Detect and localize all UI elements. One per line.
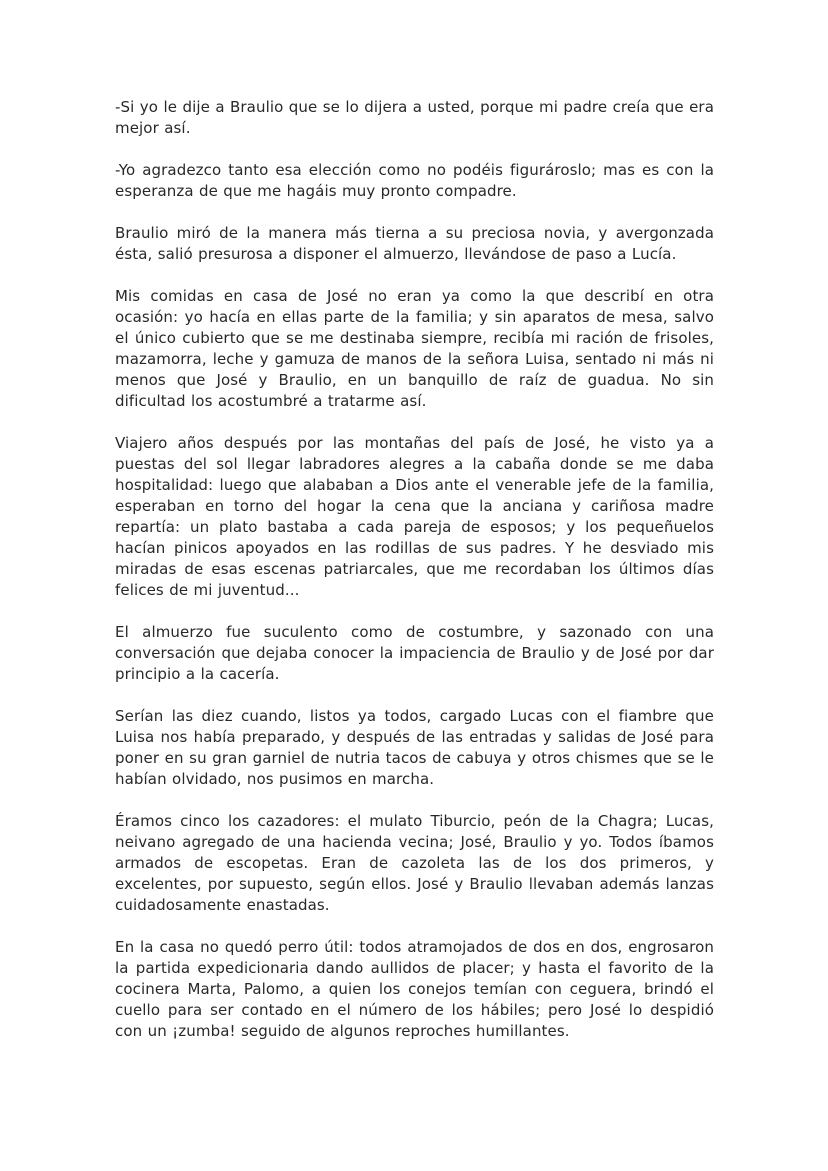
paragraph-viajero: Viajero años después por las montañas del país de José, he visto ya a puestas del sol llegar labradores alegres a la cabaña donde se me daba hospitalidad: luego que alababan a Dios ante el venerable jefe de la familia, esperaban en torno del hogar la cena que la anciana y cariñosa madre repartía: un plato bastaba a cada pareja de esposos; y los pequeñuelos hacían pinicos apoyados en las rodillas de sus padres. Y he desviado mis miradas de esas escenas patriarcales, que me recordaban los últimos días felices de mi juventud... [115, 434, 714, 599]
paragraph-cazadores: Éramos cinco los cazadores: el mulato Tiburcio, peón de la Chagra; Lucas, neivano agregado de una hacienda vecina; José, Braulio y yo. Todos íbamos armados de escopetas. Eran de cazoleta las de los dos primeros, y excelentes, por supuesto, según ellos. José y Braulio llevaban además lanzas cuidadosamente enastadas. [115, 812, 714, 914]
text-content [115, 97, 714, 1042]
paragraph-dialogue-1: -Si yo le dije a Braulio que se lo dijera a usted, porque mi padre creía que era mejor así. [115, 98, 714, 137]
paragraph-serian-las-diez: Serían las diez cuando, listos ya todos, cargado Lucas con el fiambre que Luisa nos había preparado, y después de las entradas y salidas de José para poner en su gran garniel de nutria tacos de cabuya y otros chismes que se le habían olvidado, nos pusimos en marcha. [115, 707, 714, 788]
paragraph-braulio-novia: Braulio miró de la manera más tierna a su preciosa novia, y avergonzada ésta, salió presurosa a disponer el almuerzo, llevándose de paso a Lucía. [115, 224, 714, 263]
paragraph-perros: En la casa no quedó perro útil: todos atramojados de dos en dos, engrosaron la partida expedicionaria dando aullidos de placer; y hasta el favorito de la cocinera Marta, Palomo, a quien los conejos temían con ceguera, brindó el cuello para ser contado en el número de los hábiles; pero José lo despidió con un ¡zumba! seguido de algunos reproches humillantes. [115, 938, 714, 1040]
paragraph-almuerzo: El almuerzo fue suculento como de costumbre, y sazonado con una conversación que dejaba conocer la impaciencia de Braulio y de José por dar principio a la cacería. [115, 623, 714, 683]
paragraph-comidas: Mis comidas en casa de José no eran ya como la que describí en otra ocasión: yo hacía en ellas parte de la familia; y sin aparatos de mesa, salvo el único cubierto que se me destinaba siempre, recibía mi ración de frisoles, mazamorra, leche y gamuza de manos de la señora Luisa, sentado ni más ni menos que José y Braulio, en un banquillo de raíz de guadua. No sin dificultad los acostumbré a tratarme así. [115, 287, 714, 410]
paragraph-dialogue-2: -Yo agradezco tanto esa elección como no podéis figurároslo; mas es con la esperanza de que me hagáis muy pronto compadre. [115, 161, 714, 200]
